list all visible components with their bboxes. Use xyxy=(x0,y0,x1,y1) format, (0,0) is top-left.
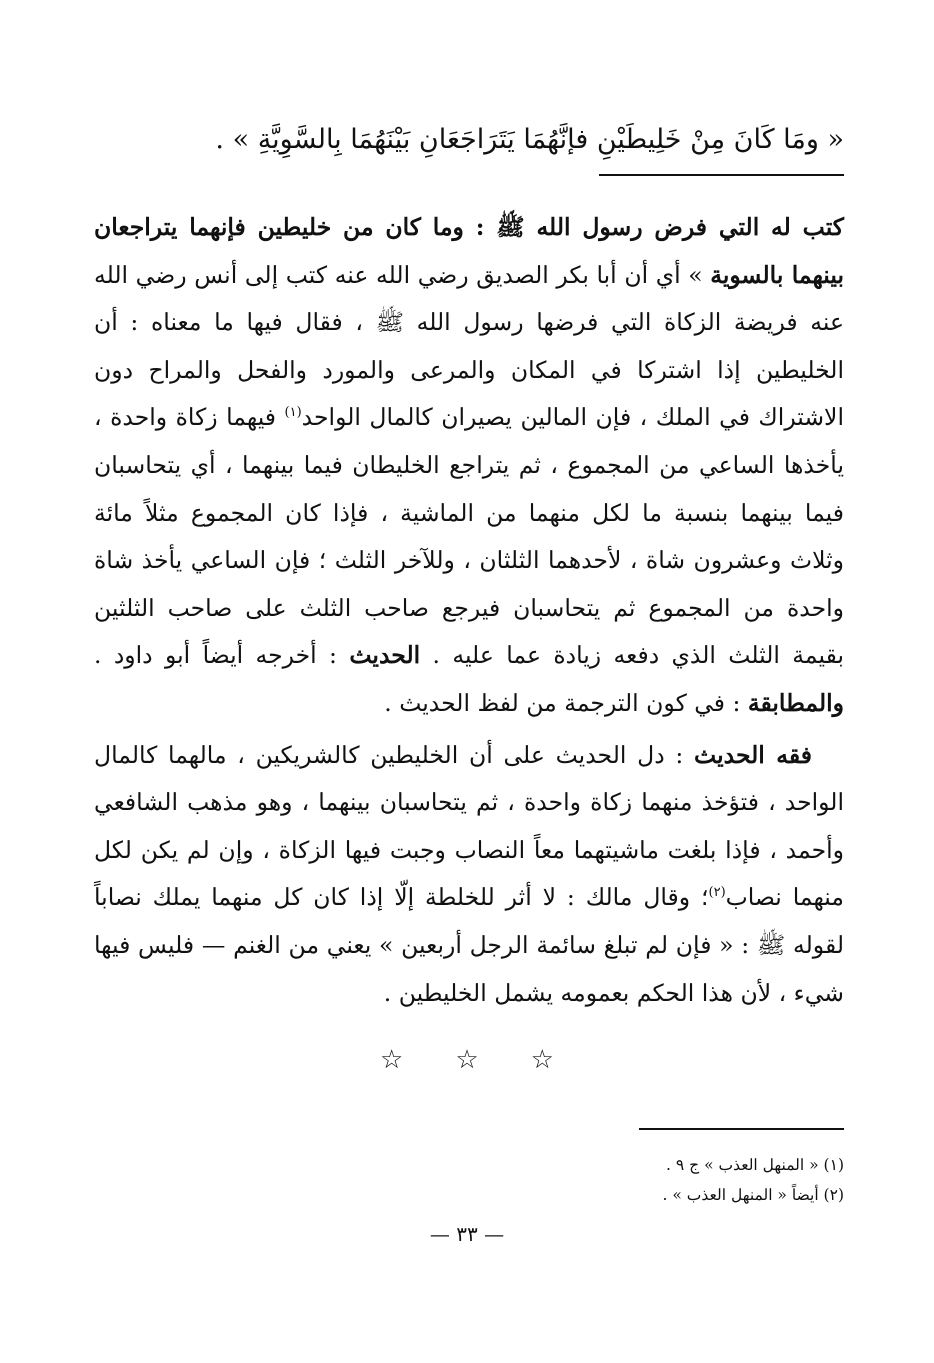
section-separator xyxy=(0,1045,934,1075)
commentary-text: فيهما زكاة واحدة ، يأخذها الساعي من المجموع ، ثم يتراجع الخليطان فيما بينهما ، أي يتحاسبان فيما بينهما بنسبة ما لكل منهما من الماشية ، فإذا كان المجموع مثلاً مائة وثلاث وعشرون شاة ، لأحدهما الثلثان ، وللآخر الثلث ؛ فإن الساعي يأخذ شاة واحدة من المجموع ثم يتحاسبان فيرجع صاحب الثلث على صاحب الثلثين بقيمة الثلث الذي دفعه زيادة عما عليه . xyxy=(94,403,844,670)
footnote-2: (٢) أيضاً « المنهل العذب » . xyxy=(662,1186,844,1204)
hadith-underline xyxy=(599,174,844,176)
commentary-text: : دل الحديث على أن الخليطين كالشريكين ، مالهما كالمال الواحد ، فتؤخذ منهما زكاة واحدة ، ثم يتحاسبان بينهما ، وهو مذهب الشافعي وأحمد ، فإذا بلغت ماشيتهما معاً النصاب وجبت فيها الزكاة ، وإن لم يكن لكل منهما نصاب xyxy=(94,740,844,912)
star-icon: ☆ xyxy=(455,1045,479,1075)
star-icon: ☆ xyxy=(380,1045,404,1075)
bold-heading-correspondence: والمطابقة xyxy=(747,688,844,717)
commentary-text: » أي أن أبا بكر الصديق رضي الله عنه كتب إلى أنس رضي الله عنه فريضة الزكاة التي فرضها رسول الله ﷺ ، فقال فيها ما معناه : أن الخليطين إذا اشتركا في المكان والمرعى والمورد والفحل والمراح دون الاشتراك في الملك ، فإن المالين يصيران كالمال الواحد xyxy=(94,260,844,432)
commentary-body xyxy=(94,204,844,1017)
commentary-text: ؛ وقال مالك : لا أثر للخلطة إلّا إذا كان كل منهما يملك نصاباً لقوله ﷺ : « فإن لم تبلغ سائمة الرجل أربعين » يعني من الغنم — فليس فيها شيء ، لأن هذا الحكم بعمومه يشمل الخليطين . xyxy=(94,883,844,1007)
footnote-1: (١) « المنهل العذب » ج ٩ . xyxy=(666,1156,844,1174)
footnote-marker-2: (٢) xyxy=(708,885,726,901)
star-icon: ☆ xyxy=(530,1045,554,1075)
footnote-marker-1: (١) xyxy=(284,405,302,421)
commentary-text: : في كون الترجمة من لفظ الحديث . xyxy=(384,688,748,717)
bold-heading-hadith-translation: كتب له التي فرض رسول الله ﷺ : وما كان من خليطين فإنهما يتراجعان بينهما بالسوية xyxy=(94,213,844,289)
bold-heading-fiqh: فقه الحديث xyxy=(694,740,812,769)
page-number: — ٣٣ — xyxy=(429,1222,505,1246)
commentary-paragraph-1 xyxy=(94,204,844,728)
commentary-paragraph-2 xyxy=(94,732,844,1018)
hadith-text: « ومَا كَانَ مِنْ خَلِيطَيْنِ فإنَّهُمَا يَتَرَاجَعَانِ بَيْنَهُمَا بِالسَّوِيَّةِ » . xyxy=(215,124,844,155)
footnotes xyxy=(90,1150,844,1210)
footnote-divider xyxy=(639,1128,844,1130)
commentary-text: : أخرجه أيضاً أبو داود . xyxy=(94,641,350,670)
bold-heading-hadith: الحديث xyxy=(349,641,421,670)
